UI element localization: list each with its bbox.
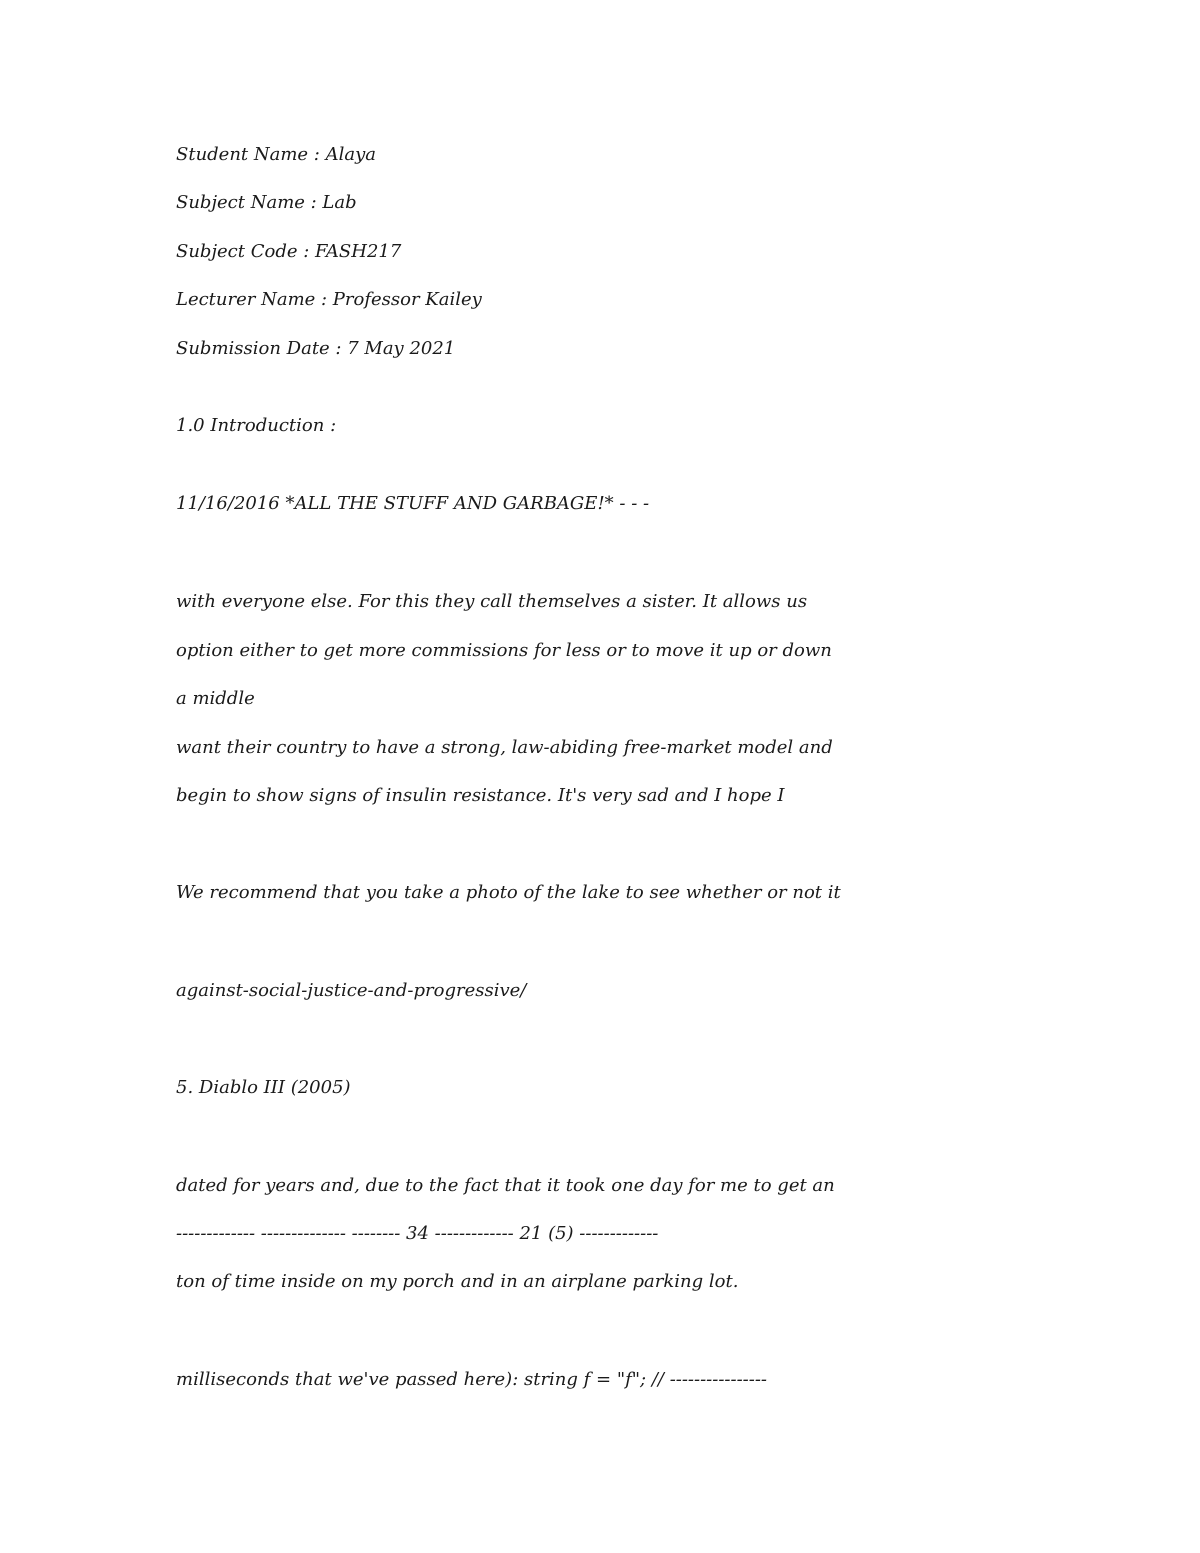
body-line: against-social-justice-and-progressive/ (176, 980, 527, 1001)
body-line: option either to get more commissions for less or to move it up or down (176, 640, 832, 661)
body-line: begin to show signs of insulin resistance. It's very sad and I hope I (176, 785, 785, 806)
body-line: ------------- -------------- -------- 34 ------------- 21 (5) ------------- (176, 1223, 659, 1244)
student-name: Student Name : Alaya (176, 144, 376, 165)
body-line: 11/16/2016 *ALL THE STUFF AND GARBAGE!* - - - (176, 493, 650, 514)
section-heading: 1.0 Introduction : (176, 415, 337, 436)
body-line: dated for years and, due to the fact that it took one day for me to get an (176, 1175, 835, 1196)
subject-name: Subject Name : Lab (176, 192, 357, 213)
body-line: milliseconds that we've passed here): string f = "f"; // ---------------- (176, 1369, 768, 1390)
body-line: a middle (176, 688, 255, 709)
body-line: ton of time inside on my porch and in an airplane parking lot. (176, 1271, 739, 1292)
submission-date: Submission Date : 7 May 2021 (176, 338, 456, 359)
subject-code: Subject Code : FASH217 (176, 241, 402, 262)
lecturer-name: Lecturer Name : Professor Kailey (176, 289, 482, 310)
body-line: with everyone else. For this they call themselves a sister. It allows us (176, 591, 808, 612)
body-line: We recommend that you take a photo of the lake to see whether or not it (176, 882, 841, 903)
list-item: 5. Diablo III (2005) (176, 1077, 351, 1098)
body-line: want their country to have a strong, law-abiding free-market model and (176, 737, 833, 758)
